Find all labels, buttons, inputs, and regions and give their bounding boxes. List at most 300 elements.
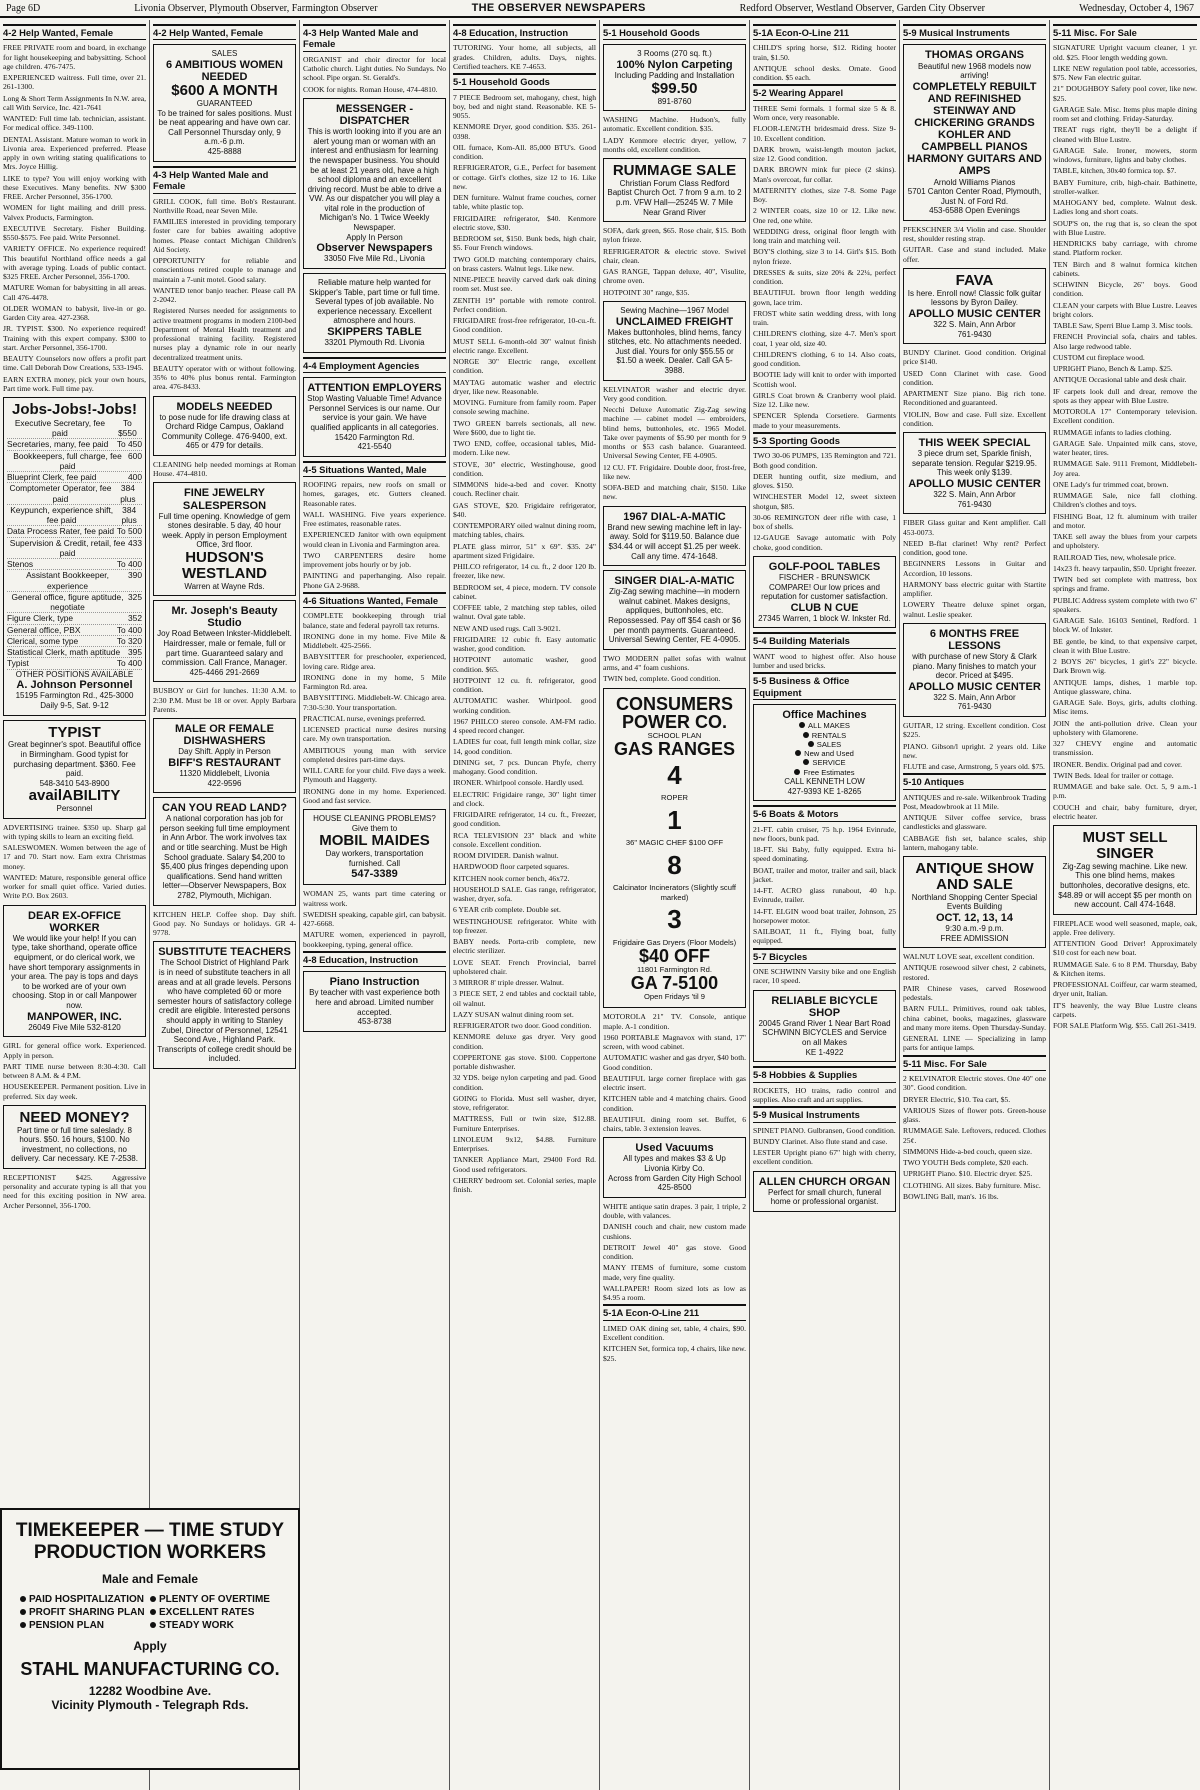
classified-ad: FLUTE and case, Armstrong, 5 years old. $75. bbox=[903, 762, 1045, 771]
job-name: Executive Secretary, fee paid bbox=[14, 417, 105, 439]
job-listing bbox=[7, 613, 142, 624]
jobs-ad bbox=[3, 397, 146, 715]
bullet-icon bbox=[150, 1609, 156, 1615]
classified-ad: ANTIQUE lamps, dishes, 1 marble top. Antique glassware, china. bbox=[1053, 677, 1197, 696]
kitchen-ad: KITCHEN HELP. Coffee shop. Day shift. Good pay. No Sundays or holidays. GR 4-9778. bbox=[153, 909, 296, 938]
beauty-text: Joy Road Between Inkster-Middlebelt. Hairdresser, male or female, full or part time. Guaranteed salary and commission. Call France, Manager. bbox=[157, 629, 292, 668]
job-listing bbox=[7, 526, 142, 537]
carpet-phone: 891-8760 bbox=[657, 96, 692, 106]
ad-list bbox=[753, 967, 896, 986]
classified-ad: ROCKETS, HO trains, radio control and supplies. Also craft and art supplies. bbox=[753, 1085, 896, 1104]
bullet-icon bbox=[150, 1622, 156, 1628]
classified-ad: HENDRICKS baby carriage, with chrome stand. Platform rocker. bbox=[1053, 239, 1197, 258]
job-name: Stenos bbox=[7, 559, 34, 570]
beauty-phone: 425-4466 291-2669 bbox=[189, 667, 260, 677]
classified-ad: SALESWOMEN. Women between the age of 17 and 70. Start now. Earn extra Christmas money. bbox=[3, 843, 146, 871]
classified-ad: AUTOMATIC washer and gas dryer, $40 both. Good condition. bbox=[603, 1053, 746, 1072]
classified-ad: FLOOR-LENGTH bridesmaid dress. Size 9-10. Excellent condition. bbox=[753, 124, 896, 143]
section-heading: 5-1 Household Goods bbox=[453, 73, 596, 89]
classified-ad: BABYSITTER for preschooler, experienced, loving care. Ridge area. bbox=[303, 652, 446, 671]
bullet-text: SALES bbox=[816, 739, 842, 749]
bullet-item bbox=[150, 1594, 280, 1605]
section-heading: 4-3 Help Wanted Male and Female bbox=[153, 166, 296, 194]
job-salary: To 400 bbox=[116, 658, 142, 669]
dispatcher-apply: Apply In Person bbox=[346, 232, 403, 242]
manpower-name: MANPOWER, INC. bbox=[27, 1010, 122, 1023]
classified-ad: KELVINATOR washer and electric dryer. Very good condition. bbox=[603, 384, 746, 403]
biffs-name: BIFF'S RESTAURANT bbox=[168, 756, 281, 769]
classified-ad: DENTAL Assistant. Mature woman to work in Livonia area. Experienced preferred. Please apply in own writing stating qualifications to Mrs. Joyce Hillig. bbox=[3, 134, 146, 172]
classified-ad: TWIN Beds. Ideal for trailer or cottage. bbox=[1053, 770, 1174, 780]
models-text: to pose nude for life drawing class at Orchard Ridge Campus, Oakland Community College. 476-9400, ext. 465 or 479 for details. bbox=[159, 412, 290, 451]
classified-ad: WALNUT LOVE seat, excellent condition. bbox=[903, 952, 1035, 962]
classified-ad: BEDROOM set, $150. Bunk beds, high chair, $5. Four French windows. bbox=[453, 234, 596, 253]
classified-ad: FISHING Boat, 12 ft. aluminum with trailer and motor. bbox=[1053, 511, 1197, 530]
column-8 bbox=[1050, 20, 1200, 1790]
job-salary: To 400 bbox=[116, 559, 142, 570]
papers-right: Redford Observer, Westland Observer, Garden City Observer bbox=[739, 2, 986, 14]
classified-ad: FIREPLACE wood well seasoned, maple, oak, apple. Free delivery. bbox=[1053, 918, 1197, 937]
classified-ad: BEAUTIFUL large corner fireplace with gas electric insert. bbox=[603, 1073, 746, 1093]
classified-ad: 3 MIRROR 8' triple dresser. Walnut. bbox=[453, 978, 564, 988]
freight-ad bbox=[603, 301, 746, 381]
availability-title: availABILITY bbox=[28, 787, 121, 805]
bullet-text: New and Used bbox=[804, 749, 854, 759]
classified-ad: BOWLING Ball, man's. 16 lbs. bbox=[903, 1191, 999, 1201]
office-call: CALL KENNETH LOW bbox=[784, 776, 865, 786]
classified-ad: COOK for nights. Roman House, 474-4810. bbox=[303, 84, 438, 94]
golf-text: COMPARE! Our low prices and reputation for customer satisfaction. bbox=[761, 582, 888, 602]
show-dates: OCT. 12, 13, 14 bbox=[935, 911, 1014, 924]
skippers-address: 33201 Plymouth Rd. Livonia bbox=[324, 338, 425, 347]
classified-ad: ELECTRIC Frigidaire range, 30" light timer and clock. bbox=[453, 789, 596, 808]
kirby-phone: 425-8500 bbox=[657, 1183, 692, 1193]
organ-title: ALLEN CHURCH ORGAN bbox=[758, 1175, 891, 1188]
ad-list bbox=[303, 611, 446, 805]
section-heading: 5-5 Business & Office Equipment bbox=[753, 672, 896, 700]
column-4 bbox=[450, 20, 600, 1790]
kirby-name: Livonia Kirby Co. bbox=[644, 1164, 705, 1174]
classified-ad: 30-06 REMINGTON deer rifle with case, 1 box of shells. bbox=[753, 512, 896, 532]
show-text: Northland Shopping Center Special Events Building bbox=[911, 892, 1038, 912]
dryer-count: 3 bbox=[667, 903, 682, 934]
ad-list bbox=[303, 889, 446, 949]
classified-ad: 12-GAUGE Savage automatic with Poly choke, good condition. bbox=[753, 533, 896, 552]
classified-ad: LOWERY Theatre deluxe spinet organ, walnut. Leslie speaker. bbox=[903, 600, 1046, 619]
bullet-text: EXCELLENT RATES bbox=[159, 1606, 255, 1618]
classified-ad: GARAGE Sale. 16103 Sentinel, Redford. 1 block W. of Inkster. bbox=[1053, 616, 1197, 635]
piano-title: Piano Instruction bbox=[329, 976, 420, 989]
classified-ad: SCHWINN Bicycle, 26" boys. Good condition. bbox=[1053, 280, 1197, 299]
classified-ad: FOR SALE Platform Wig. $55. Call 261-3419. bbox=[1053, 1021, 1197, 1031]
classified-ad: IRONING done in my home, 5 Mile Farmington Rd. area. bbox=[303, 672, 446, 692]
bike-shop-name: RELIABLE BICYCLE SHOP bbox=[771, 994, 878, 1019]
arnold-williams-ad bbox=[903, 44, 1046, 220]
classified-ad: LIMED OAK dining set, table, 4 chairs, $90. Excellent condition. bbox=[603, 1323, 746, 1343]
classified-ad: CABBAGE fish set, balance scales, ship lantern, mahogany table. bbox=[903, 833, 1046, 852]
classified-ad: NORGE 30" Electric range, excellent condition. bbox=[453, 357, 596, 376]
classified-ad: CHILD'S spring horse, $12. Riding hooter train, $1.50. bbox=[753, 43, 896, 62]
classified-ad: ZENITH 19" portable with remote control. Perfect condition. bbox=[453, 295, 596, 314]
column-3 bbox=[300, 20, 450, 1790]
classified-ad: VARIOUS Sizes of flower pots. Green-house glass. bbox=[903, 1105, 1046, 1125]
bullet-icon bbox=[150, 1596, 156, 1602]
classified-ad: DRESSES & suits, size 20¼ & 22¼, perfect condition. bbox=[753, 267, 896, 287]
classified-ad: ONE Lady's fur trimmed coat, brown. bbox=[1053, 479, 1169, 489]
job-salary: 600 bbox=[128, 450, 142, 461]
skippers-ad bbox=[303, 273, 446, 353]
classified-ad: TWIN bed set complete with mattress, box springs and frame. bbox=[1053, 575, 1197, 594]
money-ad bbox=[3, 1105, 146, 1169]
classified-ad: GOING to Florida. Must sell washer, dryer, stove, refrigerator. bbox=[453, 1093, 596, 1113]
ad-list bbox=[903, 952, 1046, 1053]
job-salary: To 500 bbox=[116, 526, 142, 537]
ad-list bbox=[303, 55, 446, 94]
job-salary: 352 bbox=[128, 613, 142, 624]
must-sell-singer-ad bbox=[1053, 825, 1197, 914]
classified-ad: GRILL COOK, full time. Bob's Restaurant. Northville Road, near Seven Mile. bbox=[153, 196, 296, 215]
job-listing bbox=[7, 418, 142, 440]
antique-show-ad bbox=[903, 856, 1046, 948]
classified-ad: KITCHEN Set, formica top, 4 chairs, like new. $25. bbox=[603, 1344, 746, 1363]
job-listing bbox=[7, 559, 142, 570]
bullet-item bbox=[757, 749, 892, 758]
classified-ad: GARAGE Sale. Unpainted milk cans, stove, water heater, tires. bbox=[1053, 438, 1197, 458]
ad-list bbox=[753, 1126, 896, 1167]
thomas-sub: Beautiful new 1968 models now arriving! bbox=[918, 61, 1031, 81]
job-name: Data Process Rater, fee paid bbox=[7, 526, 115, 537]
apollo-name: APOLLO MUSIC CENTER bbox=[908, 477, 1041, 490]
section-heading: 4-2 Help Wanted, Female bbox=[3, 24, 146, 40]
show-title: ANTIQUE SHOW AND SALE bbox=[915, 860, 1034, 893]
ad-list bbox=[453, 93, 596, 1195]
club-address: 27345 Warren, 1 block W. Inkster Rd. bbox=[758, 613, 891, 623]
classified-ad: SPINET PIANO. Gulbransen, Good condition. bbox=[753, 1125, 896, 1135]
calcinator-label: Calcinator Incinerators (Slightly scuff marked) bbox=[612, 883, 737, 902]
bullet-item bbox=[20, 1620, 150, 1631]
classified-ad: JOIN the anti-pollution drive. Clean your upholstery with Glamorene. bbox=[1053, 718, 1197, 737]
classified-ad: 14-FT. ACRO glass runabout, 40 h.p. Evinrude, trailer. bbox=[753, 886, 896, 905]
classified-ad: BABYSITTING. Middlebelt-W. Chicago area. 7:30-5:30. Your transportation. bbox=[303, 693, 446, 712]
classified-ad: BABY needs. Porta-crib complete, new electric sterilizer. bbox=[453, 937, 596, 956]
classified-ad: CLOTHING. All sizes. Baby furniture. Misc. bbox=[903, 1180, 1041, 1190]
free-lessons-ad bbox=[903, 623, 1046, 717]
classified-ad: GAS RANGE, Tappan deluxe, 40", Visulite, chrome oven. bbox=[603, 267, 746, 286]
attention-ad bbox=[303, 377, 446, 457]
classified-ad: 18-FT. Ski Baby, fully equipped. Extra hi-speed dominating. bbox=[753, 845, 896, 864]
classified-ad: PUBLIC Address system complete with two 6" speakers. bbox=[1053, 595, 1197, 614]
hudsons-address: Warren at Wayne Rds. bbox=[184, 581, 265, 591]
section-heading: 5-1A Econ-O-Line 211 bbox=[603, 1304, 746, 1320]
classified-ad: IRONING done in my home. Experienced. Good and fast service. bbox=[303, 786, 446, 805]
ad-list bbox=[3, 1041, 146, 1101]
attention-address: 15420 Farmington Rd. bbox=[334, 432, 415, 442]
mobil-maides-ad bbox=[303, 809, 446, 885]
classified-ad: 21" DOUGHBOY Safety pool cover, like new. $25. bbox=[1053, 84, 1197, 103]
bullet-icon bbox=[20, 1622, 26, 1628]
observer-name: Observer Newspapers bbox=[316, 242, 433, 255]
classified-ad: HARMONY bass electric guitar with Startite amplifier. bbox=[903, 579, 1046, 598]
classified-ad: EARN EXTRA money, pick your own hours, Part time work. Full time pay. bbox=[3, 374, 146, 393]
job-salary: 325 bbox=[128, 591, 142, 602]
section-heading: 4-6 Situations Wanted, Female bbox=[303, 592, 446, 608]
kohler: KOHLER AND CAMPBELL PIANOS bbox=[921, 129, 1028, 154]
carpet-line-1: 3 Rooms (270 sq. ft.) bbox=[637, 49, 712, 59]
classified-ad: MUST SELL 6-month-old 30" walnut finish electric range. Excellent. bbox=[453, 336, 596, 355]
apollo-address: 322 S. Main, Ann Arbor bbox=[933, 692, 1016, 702]
classified-ad: GARAGE Sale. Boys, girls, adults clothing. Misc items. bbox=[1053, 698, 1197, 717]
classified-ad: STOVE, 30" electric, Westinghouse, good condition. bbox=[453, 459, 596, 478]
ad-list bbox=[753, 825, 896, 946]
models-title: MODELS NEEDED bbox=[176, 400, 273, 413]
classified-ad: OPPORTUNITY for reliable and conscientious retired couple to manage and maintain a 7-unit motel. Good salary. bbox=[153, 256, 296, 284]
bike-shop-phone: KE 1-4922 bbox=[805, 1047, 844, 1057]
classified-ad: WEDDING dress, original floor length with long train and matching veil. bbox=[753, 226, 896, 246]
ad-list bbox=[603, 654, 746, 684]
classified-ad: PART TIME nurse between 8:30-4:30. Call between 8 A.M. & 4 P.M. bbox=[3, 1061, 146, 1081]
agency-address: 15195 Farmington Rd., 425-3000 bbox=[15, 691, 134, 701]
arnold-phone: 453-6588 Open Evenings bbox=[929, 206, 1020, 216]
jewelry-text: Full time opening. Knowledge of gem stones desirable. 5 day, 40 hour week. Apply in person Employment Office, 3rd floor. bbox=[158, 511, 291, 550]
magic-label: 36" MAGIC CHEF $100 OFF bbox=[625, 838, 724, 848]
rebuilt: COMPLETELY REBUILT AND REFINISHED bbox=[912, 80, 1037, 105]
apollo-phone: 761-9430 bbox=[957, 499, 992, 509]
timekeeper-address-2: Vicinity Plymouth - Telegraph Rds. bbox=[51, 1697, 249, 1712]
sewing-title: Sewing Machine—1967 Model bbox=[620, 305, 729, 315]
dispatcher-text: This is worth looking into if you are an alert young man or woman with an interest and enthusiasm for learning the newspaper business. You should be at least 21 years old, have a high school diploma and an excellent driving record. Must be able to drive a VW. As our dispatcher you will play a vital role in the production of Michigan's No. 1 Twice Weekly Newspaper. bbox=[307, 127, 442, 233]
classified-ad: CLEAN your carpets with Blue Lustre. Leaves bright colors. bbox=[1053, 300, 1197, 319]
classified-ad: VIOLIN, Bow and case. Full size. Excellent condition. bbox=[903, 409, 1046, 428]
sales-guaranteed: GUARANTEED bbox=[196, 99, 253, 108]
job-name: Assistant Bookkeeper, experience bbox=[26, 570, 109, 591]
fava-title: FAVA bbox=[955, 271, 994, 289]
classified-ad: DARK brown, waist-length mouton jacket, size 12. Good condition. bbox=[753, 144, 896, 164]
classified-ad: 1967 PHILCO stereo console. AM-FM radio. 4 speed record changer. bbox=[453, 716, 596, 736]
classified-ad: TANKER Appliance Mart, 29400 Ford Rd. Good used refrigerators. bbox=[453, 1155, 596, 1174]
bullet-icon bbox=[20, 1596, 26, 1602]
bullet-item bbox=[757, 758, 892, 767]
availability-sub: Personnel bbox=[56, 804, 93, 814]
bullet-text: PLENTY OF OVERTIME bbox=[159, 1593, 270, 1605]
bullet-text: PROFIT SHARING PLAN bbox=[29, 1606, 145, 1618]
sales-text: To be trained for sales positions. Must be neat appearing and have own car. Call Personnel Thursday only, 9 a.m.-6 p.m. bbox=[157, 108, 292, 147]
ad-list bbox=[3, 43, 146, 393]
column-7 bbox=[900, 20, 1050, 1790]
classified-ad: RUMMAGE Sale. 6 to 8 P.M. Thursday, Baby & Kitchen items. bbox=[1053, 959, 1197, 978]
job-name: Supervision & Credit, retail, fee paid bbox=[9, 537, 126, 558]
classified-ad: MANY ITEMS of furniture, some custom made, very fine quality. bbox=[603, 1263, 746, 1282]
section-heading: 4-2 Help Wanted, Female bbox=[153, 24, 296, 40]
skippers-title: SKIPPERS TABLE bbox=[327, 325, 422, 338]
attention-text: Stop Wasting Valuable Time! Advance Personnel Services is our name. Our service is your gain. We have qualified applicants in all categories. bbox=[307, 394, 442, 432]
classified-ad: TEN Birch and 8 walnut formica kitchen cabinets. bbox=[1053, 259, 1197, 278]
classified-ad: DRYER Electric, $10. Tea cart, $5. bbox=[903, 1094, 1011, 1104]
typist-text: Great beginner's spot. Beautiful office in Birmingham. Good typist for purchasing department. $360. Fee paid. bbox=[7, 740, 141, 779]
office-phone: 427-9393 KE 1-8265 bbox=[787, 786, 862, 796]
classified-ad: CHILDREN'S clothing, size 4-7. Men's sport coat, 1 year old, size 40. bbox=[753, 329, 896, 348]
ad-list bbox=[753, 1086, 896, 1105]
classified-ad: MOVING. Furniture from family room. Paper console sewing machine. bbox=[453, 398, 596, 417]
classified-ad: 2 KELVINATOR Electric stoves. One 40" one 30". Good condition. bbox=[903, 1074, 1046, 1093]
consumers-address: 11801 Farmington Rd. bbox=[637, 964, 712, 974]
months-text: with purchase of new Story & Clark piano. Many finishes to match your decor. Priced at $495. bbox=[912, 651, 1037, 681]
issue-date: Wednesday, October 4, 1967 bbox=[1079, 2, 1194, 14]
classified-ad: COUCH and chair, baby furniture, dryer, electric heater. bbox=[1053, 802, 1197, 821]
classified-ad: BEAUTY operator with or without following. 35% to 40% plus bonus rental. Farmington area. 476-8433. bbox=[153, 363, 296, 392]
ad-list bbox=[903, 721, 1046, 771]
apollo-phone: 761-9430 bbox=[957, 702, 992, 712]
ad-list bbox=[603, 1202, 746, 1303]
classified-ad: RUMMAGE Sale. Leftovers, reduced. Clothes 25¢. bbox=[903, 1126, 1046, 1145]
hudsons-logo: HUDSON'S WESTLAND bbox=[182, 549, 267, 582]
classified-ad: FRIGIDAIRE frost-free refrigerator, 10-cu.-ft. Good condition. bbox=[453, 316, 596, 335]
bullet-text: PENSION PLAN bbox=[29, 1619, 105, 1631]
classified-ad: GUITAR. Case and stand included. Make offer. bbox=[903, 245, 1046, 264]
bullet-text: Free Estimates bbox=[803, 767, 855, 777]
classified-ad: TWO GREEN barrels sectionals, all new. Were $600, due to light tie. bbox=[453, 418, 596, 437]
classified-ad: TWO GOLD matching contemporary chairs, on brass casters. Walnut legs. Like new. bbox=[453, 254, 596, 273]
classified-ad: FREE PRIVATE room and board, in exchange for light housekeeping and babysitting. School age children. 476-7475. bbox=[3, 43, 146, 71]
classified-ad: USED Conn Clarinet with case. Good condition. bbox=[903, 368, 1046, 387]
classified-ad: RAILROAD Ties, new, wholesale price. bbox=[1053, 552, 1176, 562]
classified-ad: THREE Semi formals. 1 formal size 5 & 8. Worn once, very reasonable. bbox=[753, 103, 896, 123]
bike-shop-schwinn: SCHWINN BICYCLES and Service on all Makes bbox=[762, 1028, 887, 1047]
bullet-icon bbox=[803, 732, 809, 738]
section-heading: 4-8 Education, Instruction bbox=[453, 24, 596, 40]
classified-ad: KITCHEN nook corner bench, 46x72. bbox=[453, 873, 570, 883]
classified-ad: WALL WASHING. Five years experience. Free estimates, reasonable rates. bbox=[303, 509, 446, 529]
classified-ad: CONTEMPORARY oiled walnut dining room, matching tables, chairs. bbox=[453, 521, 596, 540]
jobs-list bbox=[7, 418, 142, 670]
typist-phone: 548-3410 543-8900 bbox=[39, 778, 110, 788]
dial-text: Brand new sewing machine left in lay-away. Sold for $119.50. Balance due $34.44 or will accept $1.25 per week. Call any time. 474-1648. bbox=[607, 522, 742, 561]
classified-ad: WILL CARE for your child. Five days a week. Plymouth and Haggerty. bbox=[303, 766, 446, 785]
paper-title: THE OBSERVER NEWSPAPERS bbox=[471, 2, 646, 14]
ad-list bbox=[903, 1074, 1046, 1201]
bullet-icon bbox=[794, 769, 800, 775]
classified-ad: MOTOROLA 21" TV. Console, antique maple. A-1 condition. bbox=[603, 1012, 746, 1031]
show-admission: FREE ADMISSION bbox=[940, 933, 1009, 943]
classified-ad: 7 PIECE Bedroom set, mahogany, chest, high boy, bed and night stand. Reasonable. KE 5-9055. bbox=[453, 92, 596, 121]
classified-ad: LIKE NEW regulation pool table, accessories, $75. New Fan electric guitar. bbox=[1053, 63, 1197, 83]
fava-ad bbox=[903, 268, 1046, 344]
special-title: THIS WEEK SPECIAL bbox=[918, 437, 1031, 450]
gas-ranges: GAS RANGES bbox=[613, 738, 736, 759]
club-title: CLUB N CUE bbox=[790, 601, 859, 614]
office-machines-ad bbox=[753, 704, 896, 801]
piano-text: By teacher with vast experience both here and abroad. Limited number accepted. bbox=[309, 988, 440, 1017]
job-name: Secretaries, many, fee paid bbox=[7, 439, 109, 450]
section-heading: 5-1A Econ-O-Line 211 bbox=[753, 24, 896, 40]
classified-ad: 12 CU. FT. Frigidaire. Double door, frost-free, like new. bbox=[603, 462, 746, 481]
classified-ad: HOTPOINT automatic washer, good condition. $65. bbox=[453, 655, 596, 674]
classified-ad: KENMORE deluxe gas dryer. Very good condition. bbox=[453, 1032, 596, 1051]
classified-ad: DEER hunting outfit, size medium, and gloves. $150. bbox=[753, 471, 896, 491]
classified-ad: BEGINNERS Lessons in Guitar and Accordion, 10 lessons. bbox=[903, 559, 1046, 578]
classified-ad: DANISH couch and chair, new custom made cushions. bbox=[603, 1222, 746, 1241]
job-listing bbox=[7, 538, 142, 560]
rummage-title: RUMMAGE SALE bbox=[612, 162, 737, 180]
biffs-phone: 422-9596 bbox=[207, 778, 242, 788]
piano-ad bbox=[303, 971, 446, 1031]
agency-hours: Daily 9-5, Sat. 9-12 bbox=[40, 701, 109, 710]
ad-list bbox=[903, 518, 1046, 619]
ad-list bbox=[753, 451, 896, 552]
ad-list bbox=[603, 1012, 746, 1133]
classified-ad: TREAT rugs right, they'll be a delight if cleaned with Blue Lustre. bbox=[1053, 125, 1197, 144]
ad-list bbox=[603, 463, 746, 502]
classified-ad: PROFESSIONAL Coiffeur, car warm steamed, dryer unit, Italian. bbox=[1053, 980, 1197, 999]
mobil-title: HOUSE CLEANING PROBLEMS? bbox=[313, 814, 436, 824]
models-ad bbox=[153, 396, 296, 456]
classified-ad: OLDER WOMAN to babysit, live-in or go. Garden City area. 427-2368. bbox=[3, 303, 146, 323]
classified-ad: ANTIQUE rosewood silver chest, 2 cabinets, restored. bbox=[903, 963, 1046, 982]
timekeeper-address-1: 12282 Woodbine Ave. bbox=[88, 1683, 212, 1698]
ad-list bbox=[753, 652, 896, 671]
apollo-address: 322 S. Main, Ann Arbor bbox=[933, 490, 1016, 500]
bullet-item bbox=[20, 1607, 150, 1618]
classified-ad: APARTMENT Size piano. Big rich tone. Reconditioned and guaranteed. bbox=[903, 389, 1046, 408]
steinway: STEINWAY AND CHICKERING GRANDS bbox=[914, 104, 1035, 130]
skippers-text: Reliable mature help wanted for Skipper's Table, part time or full time. Several types of job available. No experience necessary. Excellent atmosphere and hours. bbox=[309, 277, 440, 326]
sales-label: SALES bbox=[211, 49, 238, 59]
bullet-text: ALL MAKES bbox=[808, 721, 850, 731]
classified-ad: 32 YDS. beige nylon carpeting and pad. Good condition. bbox=[453, 1073, 596, 1092]
timekeeper-apply: Apply bbox=[133, 1638, 167, 1653]
singer-ad bbox=[603, 570, 746, 650]
classified-ad: DARK BROWN mink fur piece (2 skins). Man's overcoat, fur collar. bbox=[753, 165, 896, 184]
classified-ad: UPRIGHT Piano, Bench & Lamp. $25. bbox=[1053, 364, 1173, 374]
sales-salary: $600 A MONTH bbox=[171, 82, 278, 100]
classified-ad: 1960 PORTABLE Magnavox with stand, 17" screen, with wood cabinet. bbox=[603, 1032, 746, 1052]
classified-ad: IRONER. Whirlpool console. Hardly used. bbox=[453, 778, 584, 788]
job-name: Statistical Clerk, math aptitude bbox=[7, 647, 121, 658]
kirby-address: Across from Garden City High School bbox=[608, 1173, 741, 1183]
job-listing bbox=[7, 451, 142, 473]
bullet-text: PAID HOSPITALIZATION bbox=[29, 1593, 144, 1605]
classified-ad: DEN furniture. Walnut frame couches, corner table, white plastic top. bbox=[453, 193, 596, 212]
section-heading: 4-3 Help Wanted Male and Female bbox=[303, 24, 446, 52]
classified-ad: CHERRY bedroom set. Colonial series, maple finish. bbox=[453, 1175, 596, 1195]
biffs-ad bbox=[153, 718, 296, 793]
ad-list bbox=[903, 793, 1046, 853]
classified-ad: TWO YOUTH Beds complete, $20 each. bbox=[903, 1158, 1029, 1168]
classified-ad: PAIR Chinese vases, carved Rosewood pedestals. bbox=[903, 983, 1046, 1003]
classified-ad: KENMORE Dryer, good condition. $35. 261-0398. bbox=[453, 122, 596, 141]
section-heading: 5-9 Musical Instruments bbox=[903, 24, 1046, 40]
classified-ad: ANTIQUE school desks. Ornate. Good condition. $5 each. bbox=[753, 63, 896, 83]
classified-ad: UPRIGHT Piano. $10. Electric dryer. $25. bbox=[903, 1169, 1033, 1179]
classified-ad: REFRIGERATOR two door. Good condition. bbox=[453, 1021, 592, 1031]
manpower-address: 26049 Five Mile 532-8120 bbox=[28, 1022, 121, 1032]
classified-ad: ATTENTION Good Driver! Approximately $10 cost for each new boat. bbox=[1053, 939, 1197, 958]
section-heading: 5-8 Hobbies & Supplies bbox=[753, 1066, 896, 1082]
job-salary: To 400 bbox=[116, 624, 142, 635]
job-name: General office, PBX bbox=[7, 624, 81, 635]
sales-phone: 425-8888 bbox=[207, 146, 242, 156]
apollo-phone: 761-9430 bbox=[957, 329, 992, 339]
bullet-icon bbox=[799, 722, 805, 728]
classified-ad: EXECUTIVE Secretary. Fisher Building. $550-$575. Fee paid. Write Personnel. bbox=[3, 223, 146, 243]
consumers-hours: Open Fridays 'til 9 bbox=[644, 992, 705, 1002]
classified-ad: BEAUTIFUL brown floor length wedding gown, lace trim. bbox=[753, 288, 896, 307]
classified-ad: 2 WINTER coats, size 10 or 12. Like new. One red, one white. bbox=[753, 206, 896, 225]
classified-ad: LIKE to type? You will enjoy working with these Executives. Many benefits. NW $300 FREE. Archer Personnel, 356-1700. bbox=[3, 173, 146, 202]
ad-list bbox=[603, 115, 746, 154]
job-listing bbox=[7, 439, 142, 450]
job-listing bbox=[7, 505, 142, 527]
page-number: Page 6D bbox=[6, 2, 41, 14]
